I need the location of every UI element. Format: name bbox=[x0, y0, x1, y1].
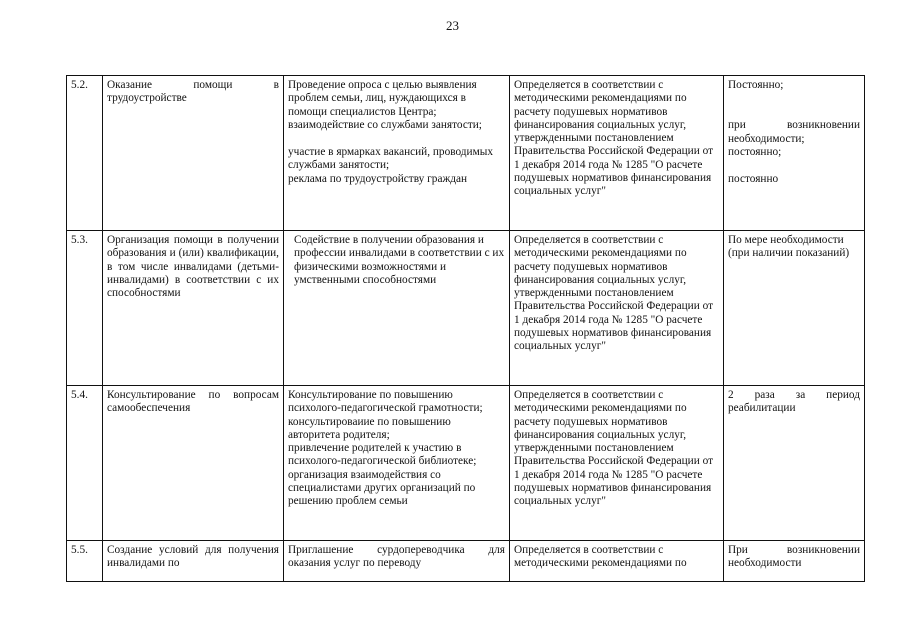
service-terms: При возникновении необходимости bbox=[724, 541, 865, 582]
service-volume: Определяется в соответствии с методическими рекомендациями по расчету подушевых нормативов финансирования социальных услуг, утвержденными постановлением Правительства Российской Федерации от 1 декабря 2014 года № 1285 "О расчете подушевых нормативов финансирования социальных услуг" bbox=[510, 76, 724, 231]
service-volume: Определяется в соответствии с методическими рекомендациями по расчету подушевых нормативов финансирования социальных услуг, утвержденными постановлением Правительства Российской Федерации от 1 декабря 2014 года № 1285 "О расчете подушевых нормативов финансирования социальных услуг" bbox=[510, 386, 724, 541]
service-actions bbox=[284, 386, 510, 541]
term-text: постоянно bbox=[728, 173, 779, 186]
action-text: участие в ярмарках вакансий, проводимых службами занятости; bbox=[288, 146, 493, 172]
service-volume: Определяется в соответствии с методическими рекомендациями по расчету подушевых нормативов финансирования социальных услуг, утвержденными постановлением Правительства Российской Федерации от 1 декабря 2014 года № 1285 "О расчете подушевых нормативов финансирования социальных услуг" bbox=[510, 231, 724, 386]
table-row bbox=[67, 76, 865, 231]
row-number: 5.2. bbox=[67, 76, 103, 231]
table-row bbox=[67, 231, 865, 386]
service-terms bbox=[724, 76, 865, 231]
action-text: Консультирование по повышению психолого-педагогической грамотности; bbox=[288, 389, 483, 415]
service-actions: Приглашение сурдопереводчика для оказания услуг по переводу bbox=[284, 541, 510, 582]
term-text: при возникновении необходимости; bbox=[728, 119, 860, 145]
service-name: Создание условий для получения инвалидами по bbox=[103, 541, 284, 582]
action-text: привлечение родителей к участию в психолого-педагогической библиотеке; bbox=[288, 442, 477, 468]
service-terms: 2 раза за период реабилитации bbox=[724, 386, 865, 541]
service-terms: По мере необходимости (при наличии показаний) bbox=[724, 231, 865, 386]
row-number: 5.3. bbox=[67, 231, 103, 386]
service-actions bbox=[284, 76, 510, 231]
action-text: реклама по трудоустройству граждан bbox=[288, 172, 468, 185]
service-volume: Определяется в соответствии с методическими рекомендациями по bbox=[510, 541, 724, 582]
service-name: Оказание помощи в трудоустройстве bbox=[103, 76, 284, 231]
service-name: Организация помощи в получении образования и (или) квалификации, в том числе инвалидами (детьми-инвалидами) в соответствии с их способностями bbox=[103, 231, 284, 386]
service-actions bbox=[284, 231, 510, 386]
table-row bbox=[67, 541, 865, 582]
services-table bbox=[66, 75, 865, 582]
action-text: взаимодействие со службами занятости; bbox=[288, 118, 482, 131]
action-text: организация взаимодействия со специалистами других организаций по решению проблем семьи bbox=[288, 468, 476, 508]
term-text: постоянно; bbox=[728, 145, 782, 158]
action-text: Проведение опроса с целью выявления проблем семьи, лиц, нуждающихся в помощи специалистов Центра; bbox=[288, 79, 477, 118]
row-number: 5.4. bbox=[67, 386, 103, 541]
table-row bbox=[67, 386, 865, 541]
action-text: консультироваиие по повышению авторитета родителя; bbox=[288, 415, 451, 441]
term-text: Постоянно; bbox=[728, 79, 784, 91]
row-number: 5.5. bbox=[67, 541, 103, 582]
page-number: 23 bbox=[446, 18, 459, 33]
service-name: Консультирование по вопросам самообеспечения bbox=[103, 386, 284, 541]
action-text: Содействие в получении образования и профессии инвалидами в соответствии с их физическими возможностями и умственными способностями bbox=[294, 234, 505, 286]
